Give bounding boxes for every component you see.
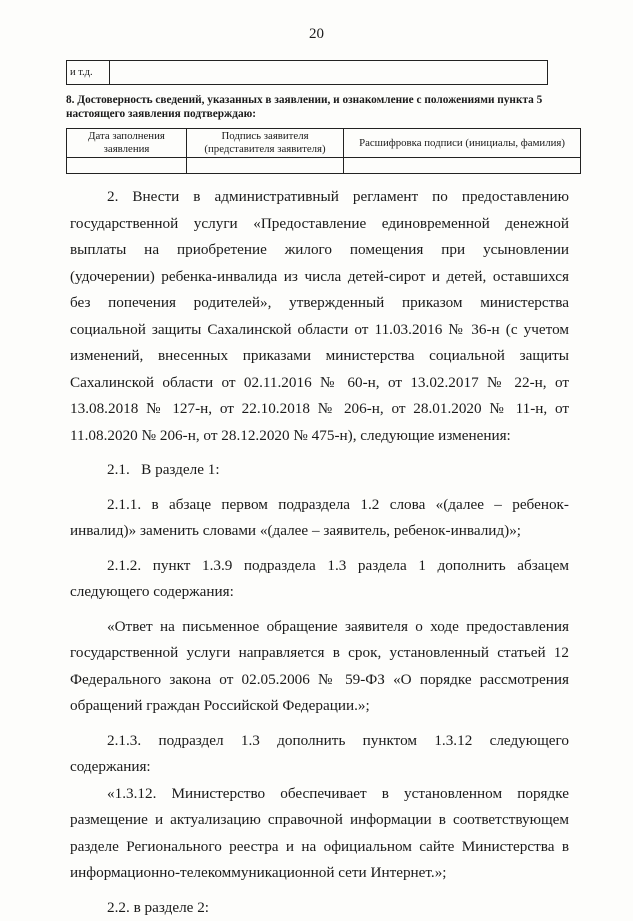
table-row bbox=[67, 61, 548, 85]
header-signature: Подпись заявителя (представителя заявителя) bbox=[187, 129, 344, 158]
signature-table bbox=[66, 128, 581, 174]
paragraph-2-1-2: 2.1.2. пункт 1.3.9 подраздела 1.3 раздела 1 дополнить абзацем следующего содержания: bbox=[70, 553, 569, 606]
body-text bbox=[70, 184, 569, 921]
page-number: 20 bbox=[0, 26, 633, 43]
paragraph-2-1-1: 2.1.1. в абзаце первом подраздела 1.2 слова «(далее – ребенок-инвалид)» заменить словами «(далее – заявитель, ребенок-инвалид)»; bbox=[70, 492, 569, 545]
etc-cell: и т.д. bbox=[67, 61, 110, 85]
empty-cell bbox=[110, 61, 548, 85]
cell-signature bbox=[187, 158, 344, 174]
header-decoding: Расшифровка подписи (инициалы, фамилия) bbox=[344, 129, 581, 158]
section-8-heading: 8. Достоверность сведений, указанных в заявлении, и ознакомление с положениями пункта 5 настоящего заявления подтверждаю: bbox=[66, 93, 566, 121]
table-row bbox=[67, 158, 581, 174]
paragraph-2: 2. Внести в административный регламент по предоставлению государственной услуги «Предоставление единовременной денежной выплаты на приобретение жилого помещения при усыновлении (удочерении) ребенка-инвалида из числа детей-сирот и детей, оставшихся без попечения родителей», утвержденный приказом министерства социальной защиты Сахалинской области от 11.03.2016 № 36-н (с учетом изменений, внесенных приказами министерства социальной защиты Сахалинской области от 02.11.2016 № 60-н, от 13.02.2017 № 22-н, от 13.08.2018 № 127-н, от 22.10.2018 № 206-н, от 28.01.2020 № 11-н, от 11.08.2020 № 206-н, от 28.12.2020 № 475-н), следующие изменения: bbox=[70, 184, 569, 449]
header-date: Дата заполнения заявления bbox=[67, 129, 187, 158]
paragraph-quote-2: «1.3.12. Министерство обеспечивает в установленном порядке размещение и актуализацию справочной информации в соответствующем разделе Регионального реестра и на официальном сайте Министерства в информационно-телекоммуникационной сети Интернет.»; bbox=[70, 781, 569, 887]
paragraph-2-1: 2.1. В разделе 1: bbox=[70, 457, 569, 484]
cell-date bbox=[67, 158, 187, 174]
etc-table bbox=[66, 60, 548, 85]
paragraph-2-2: 2.2. в разделе 2: bbox=[70, 895, 569, 921]
paragraph-2-1-3: 2.1.3. подраздел 1.3 дополнить пунктом 1.3.12 следующего содержания: bbox=[70, 728, 569, 781]
cell-decoding bbox=[344, 158, 581, 174]
paragraph-quote-1: «Ответ на письменное обращение заявителя о ходе предоставления государственной услуги направляется в срок, установленный статьей 12 Федерального закона от 02.05.2006 № 59-ФЗ «О порядке рассмотрения обращений граждан Российской Федерации.»; bbox=[70, 614, 569, 720]
table-header-row bbox=[67, 129, 581, 158]
